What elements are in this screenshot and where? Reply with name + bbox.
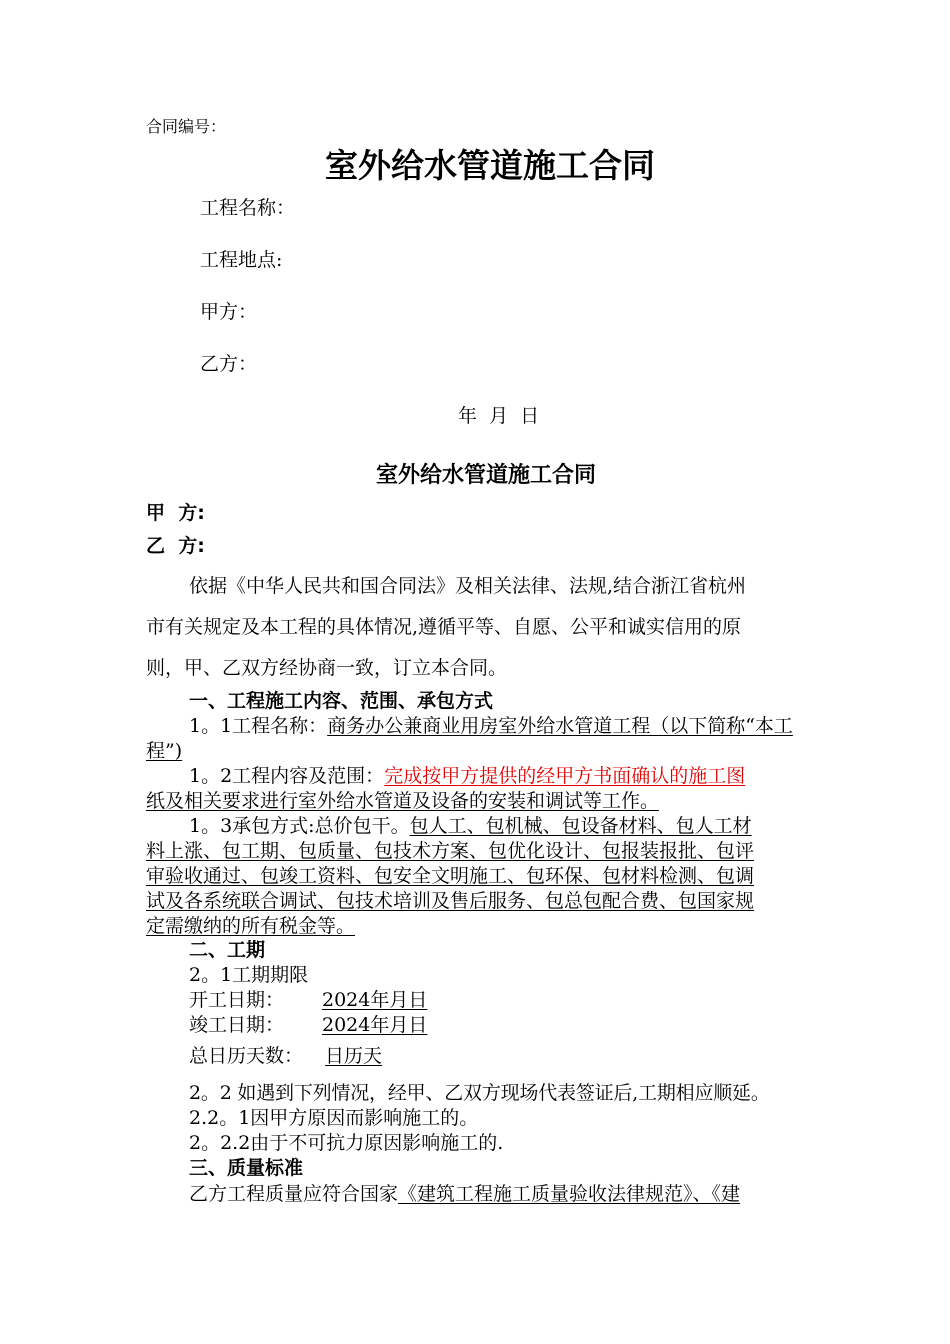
- item-1-2-value: 完成按甲方提供的经甲方书面确认的施工图: [384, 765, 746, 787]
- total-days-value: 日历天: [325, 1045, 383, 1067]
- item-1-3-prefix: 1。3承包方式:总价包干。: [189, 815, 410, 837]
- item-1-3: [189, 811, 752, 838]
- section-2-heading: 二、工期: [189, 939, 266, 961]
- item-1-1-value-cont: 程”): [146, 740, 183, 762]
- total-days-label: 总日历天数：: [189, 1045, 304, 1067]
- preamble-line-3: 则，甲、乙双方经协商一致，订立本合同。: [146, 657, 508, 679]
- item-2-2: 2。2 如遇到下列情况，经甲、乙双方现场代表签证后,工期相应顺延。: [189, 1082, 770, 1104]
- contract-title: 室外给水管道施工合同: [376, 463, 597, 488]
- item-1-1-prefix: 1。1工程名称：: [189, 715, 328, 737]
- item-2-1: 2。1工期期限: [189, 964, 309, 986]
- item-1-3-value-line-3: 审验收通过、包竣工资料、包安全文明施工、包环保、包材料检测、包调: [146, 865, 755, 887]
- item-2-2-1: 2.2。1因甲方原因而影响施工的。: [189, 1107, 479, 1129]
- party-b-label: 乙 方:: [146, 535, 205, 557]
- end-date-label: 竣工日期：: [189, 1014, 285, 1036]
- end-date-value: 2024年月日: [322, 1014, 428, 1036]
- item-1-1-value: 商务办公兼商业用房室外给水管道工程（以下简称“本工: [327, 715, 793, 737]
- item-1-3-value-line-5: 定需缴纳的所有税金等。: [146, 915, 356, 937]
- cover-title: 室外给水管道施工合同: [325, 146, 655, 185]
- item-1-2: [189, 761, 745, 788]
- contract-number-label: 合同编号：: [146, 117, 227, 136]
- start-date-value: 2024年月日: [322, 989, 428, 1011]
- project-name-label: 工程名称：: [200, 197, 296, 219]
- preamble-line-2: 市有关规定及本工程的具体情况,遵循平等、自愿、公平和诚实信用的原: [146, 616, 742, 638]
- item-1-3-value-line-4: 试及各系统联合调试、包技术培训及售后服务、包总包配合费、包国家规: [146, 890, 755, 912]
- start-date-label: 开工日期：: [189, 989, 285, 1011]
- quality-standard-line: [189, 1179, 740, 1206]
- item-1-3-value-line-2: 料上涨、包工期、包质量、包技术方案、包优化设计、包报装报批、包评: [146, 840, 755, 862]
- quality-standard-value: 《建筑工程施工质量验收法律规范》、《建: [398, 1183, 741, 1205]
- cover-date-line: 年 月 日: [458, 405, 540, 427]
- item-1-2-value-cont: 纸及相关要求进行室外给水管道及设备的安装和调试等工作。: [146, 790, 660, 812]
- item-2-2-2: 2。2.2由于不可抗力原因影响施工的.: [189, 1132, 504, 1154]
- item-1-1: [189, 711, 793, 738]
- item-1-3-value: 包人工、包机械、包设备材料、包人工材: [409, 815, 752, 837]
- party-a-cover-label: 甲方：: [200, 301, 258, 323]
- quality-standard-prefix: 乙方工程质量应符合国家: [189, 1183, 399, 1205]
- party-a-label: 甲 方:: [146, 502, 205, 524]
- section-1-heading: 一、工程施工内容、范围、承包方式: [189, 690, 494, 712]
- project-site-label: 工程地点:: [200, 249, 283, 271]
- preamble-line-1: 依据《中华人民共和国合同法》及相关法律、法规,结合浙江省杭州: [189, 575, 747, 597]
- section-3-heading: 三、质量标准: [189, 1157, 304, 1179]
- party-b-cover-label: 乙方：: [200, 353, 258, 375]
- item-1-2-prefix: 1。2工程内容及范围：: [189, 765, 385, 787]
